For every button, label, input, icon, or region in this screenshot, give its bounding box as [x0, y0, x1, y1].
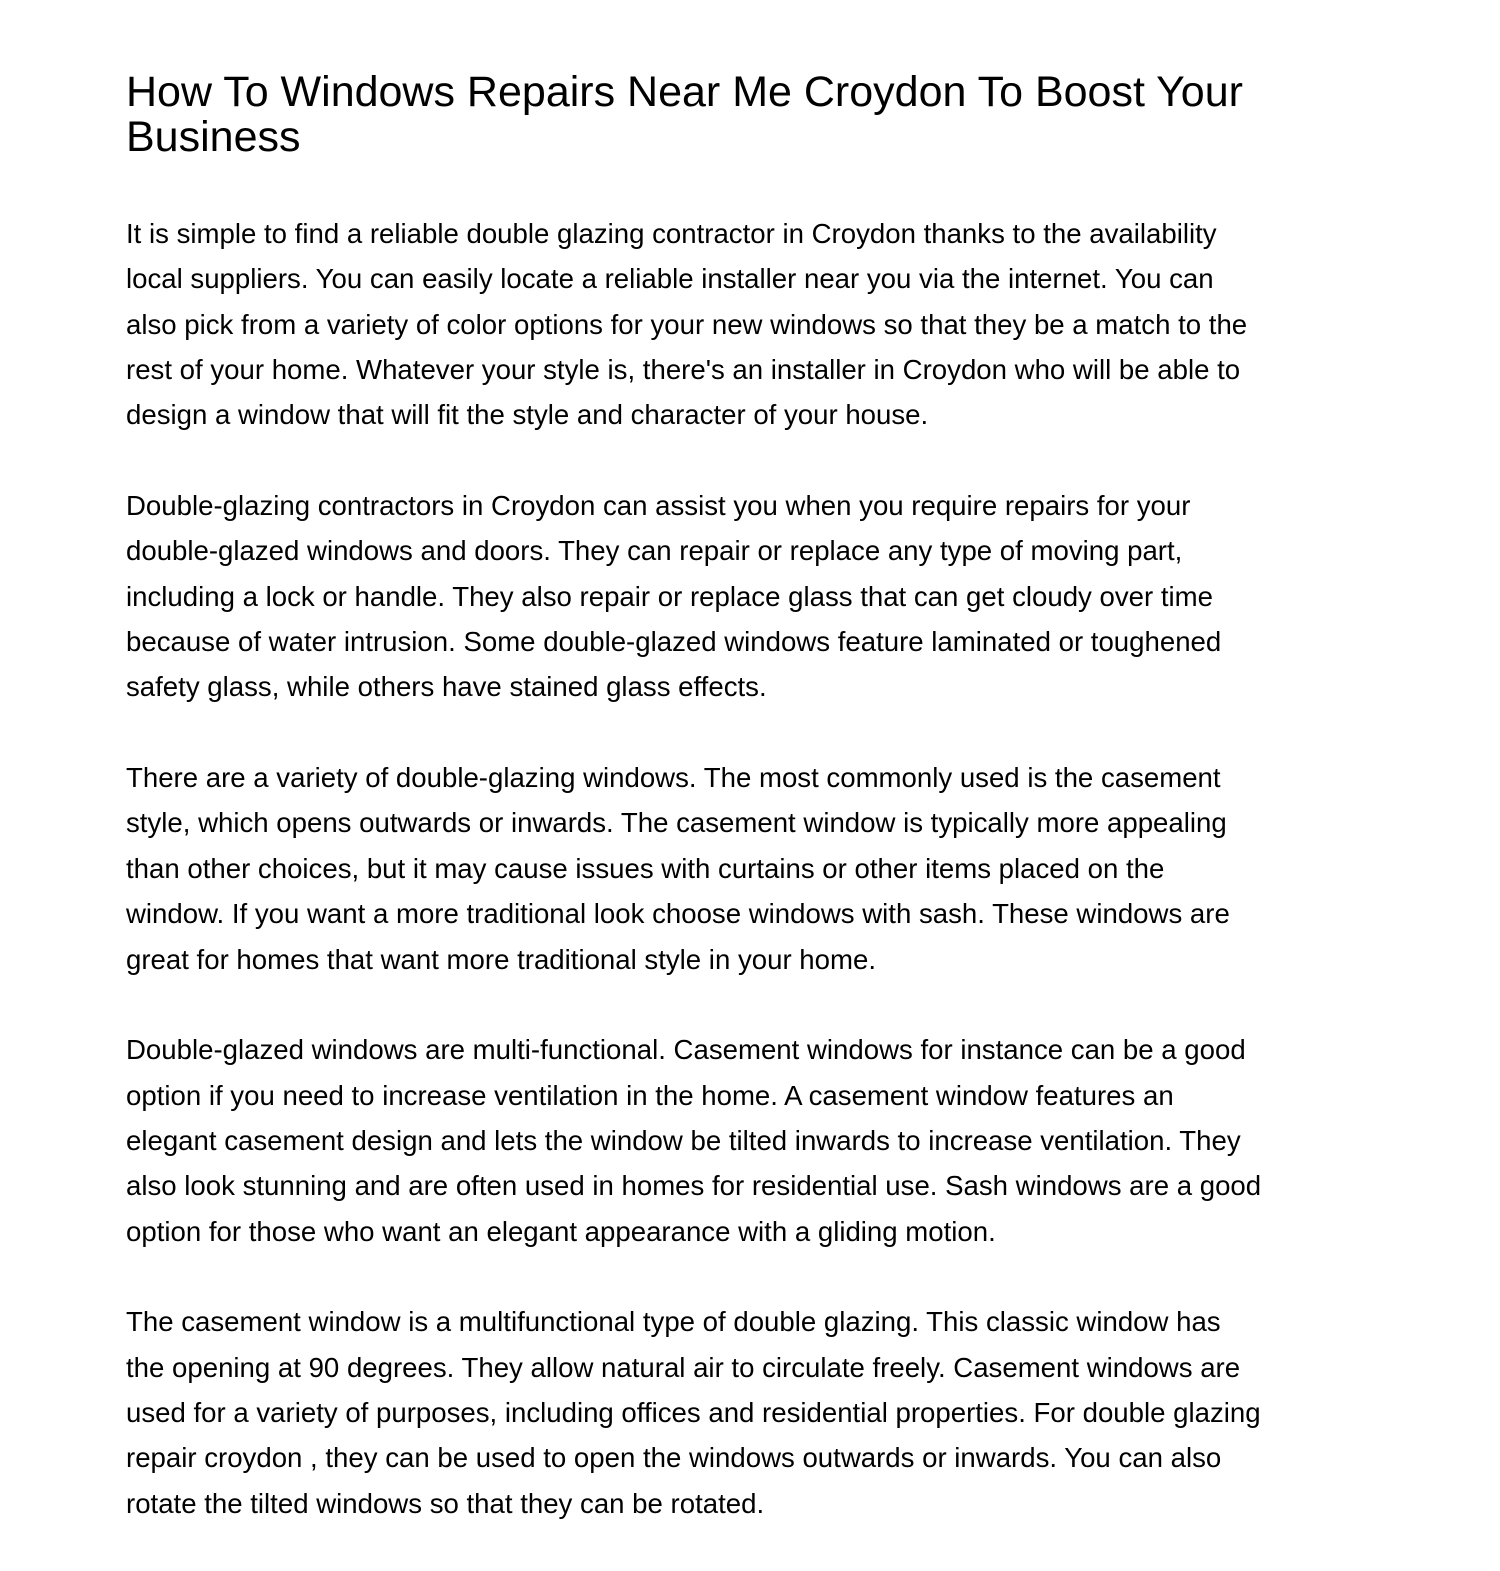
paragraph	[126, 1299, 1261, 1526]
paragraph-line: option for those who want an elegant appearance with a gliding motion.	[126, 1215, 996, 1247]
paragraph-line: great for homes that want more traditional style in your home.	[126, 943, 876, 975]
paragraph-line: elegant casement design and lets the window be tilted inwards to increase ventilation. They	[126, 1124, 1241, 1156]
paragraph-line: The casement window is a multifunctional type of double glazing. This classic window has	[126, 1306, 1221, 1338]
paragraph-line: There are a variety of double-glazing windows. The most commonly used is the casement	[126, 762, 1221, 794]
paragraph-line: window. If you want a more traditional look choose windows with sash. These windows are	[126, 898, 1230, 930]
paragraph-line: also pick from a variety of color options for your new windows so that they be a match to the	[126, 308, 1248, 340]
paragraph-line: It is simple to find a reliable double glazing contractor in Croydon thanks to the availability	[126, 218, 1217, 249]
paragraph-line: used for a variety of purposes, including offices and residential properties. For double glazing	[126, 1396, 1261, 1428]
paragraph-line: Double-glazing contractors in Croydon can assist you when you require repairs for your	[126, 490, 1191, 522]
paragraph-line: including a lock or handle. They also repair or replace glass that can get cloudy over time	[126, 580, 1213, 612]
paragraph-line: Double-glazed windows are multi-functional. Casement windows for instance can be a good	[126, 1034, 1246, 1066]
paragraph-line: style, which opens outwards or inwards. The casement window is typically more appealing	[126, 807, 1227, 839]
paragraph-line: the opening at 90 degrees. They allow natural air to circulate freely. Casement windows are	[126, 1351, 1241, 1383]
paragraph-line: local suppliers. You can easily locate a reliable installer near you via the internet. You can	[126, 263, 1214, 295]
paragraph	[126, 1027, 1261, 1254]
paragraph-line: option if you need to increase ventilation in the home. A casement window features an	[126, 1079, 1174, 1111]
paragraph	[126, 211, 1261, 438]
paragraph-line: rest of your home. Whatever your style is, there's an installer in Croydon who will be able to	[126, 354, 1241, 386]
paragraph	[126, 483, 1261, 710]
paragraph-line: safety glass, while others have stained glass effects.	[126, 671, 767, 703]
title-line: Business	[126, 113, 301, 161]
paragraph-line: double-glazed windows and doors. They can repair or replace any type of moving part,	[126, 535, 1183, 567]
paragraph-line: design a window that will fit the style and character of your house.	[126, 399, 929, 431]
paragraph-line: also look stunning and are often used in homes for residential use. Sash windows are a good	[126, 1170, 1262, 1202]
document-body	[126, 211, 1261, 1571]
paragraph-line: rotate the tilted windows so that they can be rotated.	[126, 1487, 765, 1519]
paragraph	[126, 755, 1261, 982]
paragraph-line: than other choices, but it may cause issues with curtains or other items placed on the	[126, 852, 1165, 884]
page-title	[126, 70, 1243, 160]
paragraph-line: repair croydon , they can be used to open the windows outwards or inwards. You can also	[126, 1442, 1222, 1474]
paragraph-line: because of water intrusion. Some double-glazed windows feature laminated or toughened	[126, 626, 1222, 658]
title-line: How To Windows Repairs Near Me Croydon To Boost Your	[126, 68, 1243, 116]
